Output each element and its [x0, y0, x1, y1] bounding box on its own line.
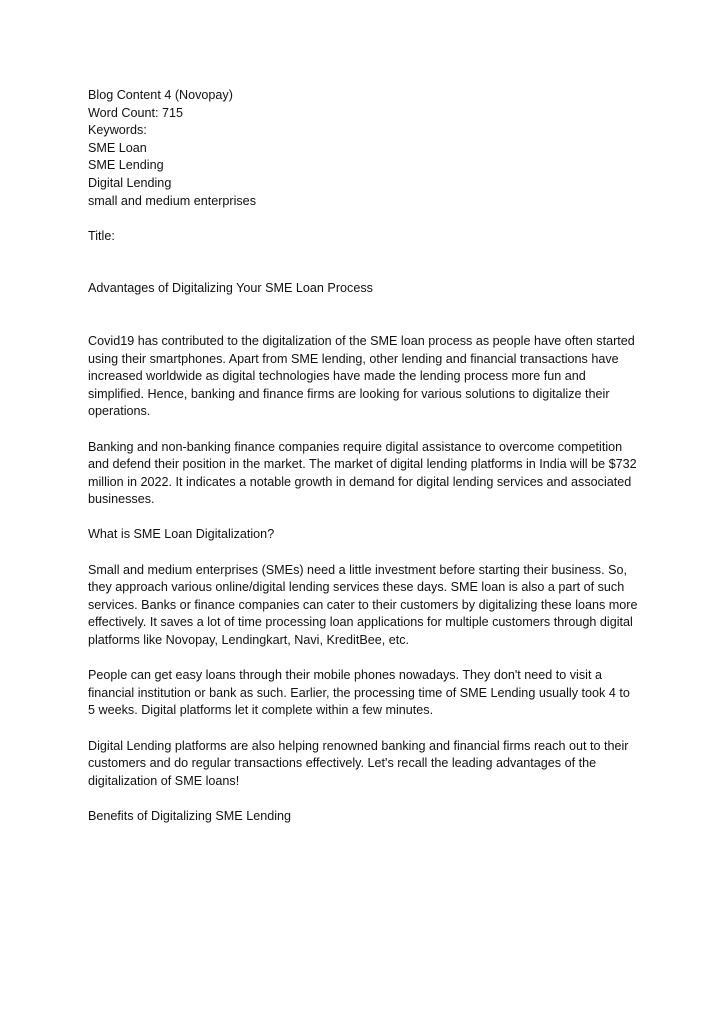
- section-paragraph: People can get easy loans through their mobile phones nowadays. They don't need to visit a financial institution or bank as such. Earlier, the processing time of SME Lending usually took 4 to 5 weeks. Digital platforms let it complete within a few minutes.: [88, 668, 630, 718]
- intro-paragraph: Banking and non-banking finance companies require digital assistance to overcome competition and defend their position in the market. The market of digital lending platforms in India will be $732 million in 2022. It indicates a notable growth in demand for digital lending services and associated businesses.: [88, 439, 637, 507]
- section-heading: Benefits of Digitalizing SME Lending: [88, 808, 292, 823]
- keyword-item: Digital Lending: [88, 175, 172, 190]
- blog-label: Blog Content 4 (Novopay): [88, 88, 233, 102]
- section-paragraph: Small and medium enterprises (SMEs) need a little investment before starting their business. So, they approach various online/digital lending services these days. SME loan is also a part of such services. Banks or finance companies can cater to their customers by digitalizing these loans more effectively. It saves a lot of time processing loan applications for multiple customers through digital platforms like Novopay, Lendingkart, Navi, KreditBee, etc.: [88, 562, 638, 648]
- section-paragraph: Digital Lending platforms are also helping renowned banking and financial firms reach out to their customers and do regular transactions effectively. Let's recall the leading advantages of the digitalization of SME loans!: [88, 738, 629, 788]
- document-body: [88, 87, 640, 826]
- meta-block: [88, 87, 640, 210]
- keyword-item: SME Lending: [88, 158, 164, 173]
- section-heading: What is SME Loan Digitalization?: [88, 527, 275, 542]
- keyword-item: SME Loan: [88, 140, 147, 155]
- keyword-item: small and medium enterprises: [88, 193, 256, 208]
- intro-paragraph: Covid19 has contributed to the digitalization of the SME loan process as people have often started using their smartphones. Apart from SME lending, other lending and financial transactions have increased worldwide as digital technologies have made the lending process more fun and simplified. Hence, banking and finance firms are looking for various solutions to digitalize their operations.: [88, 333, 635, 419]
- keywords-label: Keywords:: [88, 123, 147, 138]
- title-label: Title:: [88, 228, 115, 243]
- document-title: Advantages of Digitalizing Your SME Loan Process: [88, 281, 373, 296]
- word-count: Word Count: 715: [88, 105, 183, 120]
